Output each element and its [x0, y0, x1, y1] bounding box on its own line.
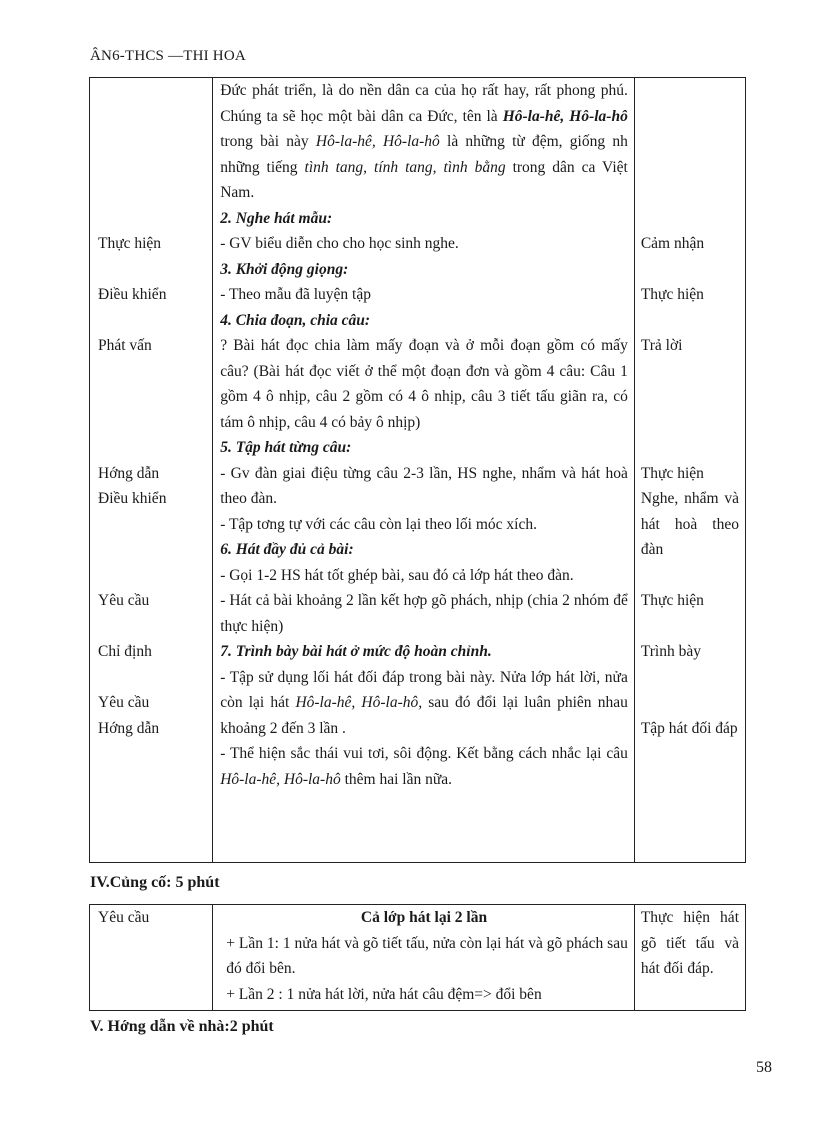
student-item: Thực hiện	[640, 464, 704, 482]
method-item: Phát vấn	[98, 337, 152, 354]
method-item: Yêu cầu	[98, 694, 150, 711]
section-title: 2. Nghe hát mẫu:	[220, 209, 333, 227]
method-item: Hớng dẫn	[98, 719, 160, 737]
student-item: Nghe, nhẩm và hát hoà theo đàn	[640, 490, 739, 558]
consolidation-method: Yêu cầu	[90, 905, 213, 1011]
section-title: 3. Khởi động giọng:	[220, 260, 349, 278]
consolidation-title: Cả lớp hát lại 2 lần	[360, 909, 488, 926]
consolidation-table	[89, 904, 746, 1011]
section-body: ? Bài hát đọc chia làm mấy đoạn và ở mỗi đoạn gồm có mấy câu? (Bài hát đọc viết ở thể một đoạn đơn và gồm 4 câu: Câu 1 gồm 4 ô nhịp, câu 2 gồm có 4 ô nhịp, câu 3 tiết tấu giãn ra, có tám ô nhịp, câu 4 có bảy ô nhịp)	[220, 337, 628, 431]
method-item: Điều khiển	[98, 286, 167, 303]
consolidation-line: + Lần 1: 1 nửa hát và gõ tiết tấu, nửa còn lại hát và gõ phách sau đó đổi bên.	[226, 934, 628, 977]
section-body: - Gọi 1-2 HS hát tốt ghép bài, sau đó cả lớp hát theo đàn.	[220, 566, 574, 584]
section-heading-homework: V. Hớng dẫn về nhà:2 phút	[90, 1018, 274, 1035]
consolidation-line: + Lần 2 : 1 nửa hát lời, nửa hát câu đệm=> đổi bên	[226, 985, 542, 1003]
student-item: Thực hiện	[640, 592, 704, 609]
method-item: Chỉ định	[98, 643, 152, 660]
student-item: Trả lời	[640, 337, 683, 354]
section-body: - Tập sử dụng lối hát đối đáp trong bài này. Nửa lớp hát lời, nửa còn lại hát Hô-la-hê, Hô-la-hô, sau đó đổi lại luân phiên nhau khoảng 2 đến 3 lần .	[220, 668, 628, 737]
consolidation-student: Thực hiện hát gõ tiết tấu và hát đối đáp.	[634, 905, 745, 1011]
section-heading-consolidation: IV.Củng cố: 5 phút	[90, 874, 220, 891]
intro-paragraph: Đức phát triển, là do nền dân ca của họ rất hay, rất phong phú. Chúng ta sẽ học một bài dân ca Đức, tên là Hô-la-hê, Hô-la-hô trong bài này Hô-la-hê, Hô-la-hô là những từ đệm, giống nh những tiếng tình tang, tính tang, tình bằng trong dân ca Việt Nam.	[220, 82, 628, 201]
section-title: 7. Trình bày bài hát ở mức độ hoàn chỉnh.	[220, 643, 492, 660]
method-item: Điều khiển	[98, 490, 167, 507]
section-body: - GV biểu diễn cho cho học sinh nghe.	[220, 235, 459, 252]
student-item: Cảm nhận	[640, 235, 705, 252]
section-title: 4. Chia đoạn, chia câu:	[220, 311, 371, 329]
section-body: - Thể hiện sắc thái vui tơi, sôi động. Kết bằng cách nhắc lại câu Hô-la-hê, Hô-la-hô thêm hai lần nữa.	[220, 745, 628, 788]
consolidation-content	[213, 905, 635, 1011]
section-title: 6. Hát đầy đủ cả bài:	[220, 541, 354, 558]
page-header: ÂN6-THCS —THI HOA	[90, 48, 246, 64]
method-item: Hớng dẫn	[98, 464, 160, 482]
section-body: - Tập tơng tự với các câu còn lại theo lối móc xích.	[220, 515, 537, 533]
section-title: 5. Tập hát từng câu:	[220, 439, 352, 456]
content-column	[213, 78, 635, 863]
teacher-method-column	[90, 78, 213, 863]
method-item: Thực hiện	[98, 235, 162, 252]
student-activity-column	[634, 78, 745, 863]
student-item: Thực hiện	[640, 286, 704, 303]
lesson-table	[89, 77, 746, 863]
section-body: - Gv đàn giai điệu từng câu 2-3 lần, HS nghe, nhẩm và hát hoà theo đàn.	[220, 464, 628, 507]
section-body: - Hát cả bài khoảng 2 lần kết hợp gõ phách, nhịp (chia 2 nhóm để thực hiện)	[220, 592, 628, 635]
student-item: Trình bày	[640, 643, 701, 660]
page-number: 58	[756, 1059, 772, 1076]
student-item: Tập hát đối đáp	[640, 719, 738, 737]
method-item: Yêu cầu	[98, 592, 150, 609]
section-body: - Theo mẫu đã luyện tập	[220, 286, 371, 303]
